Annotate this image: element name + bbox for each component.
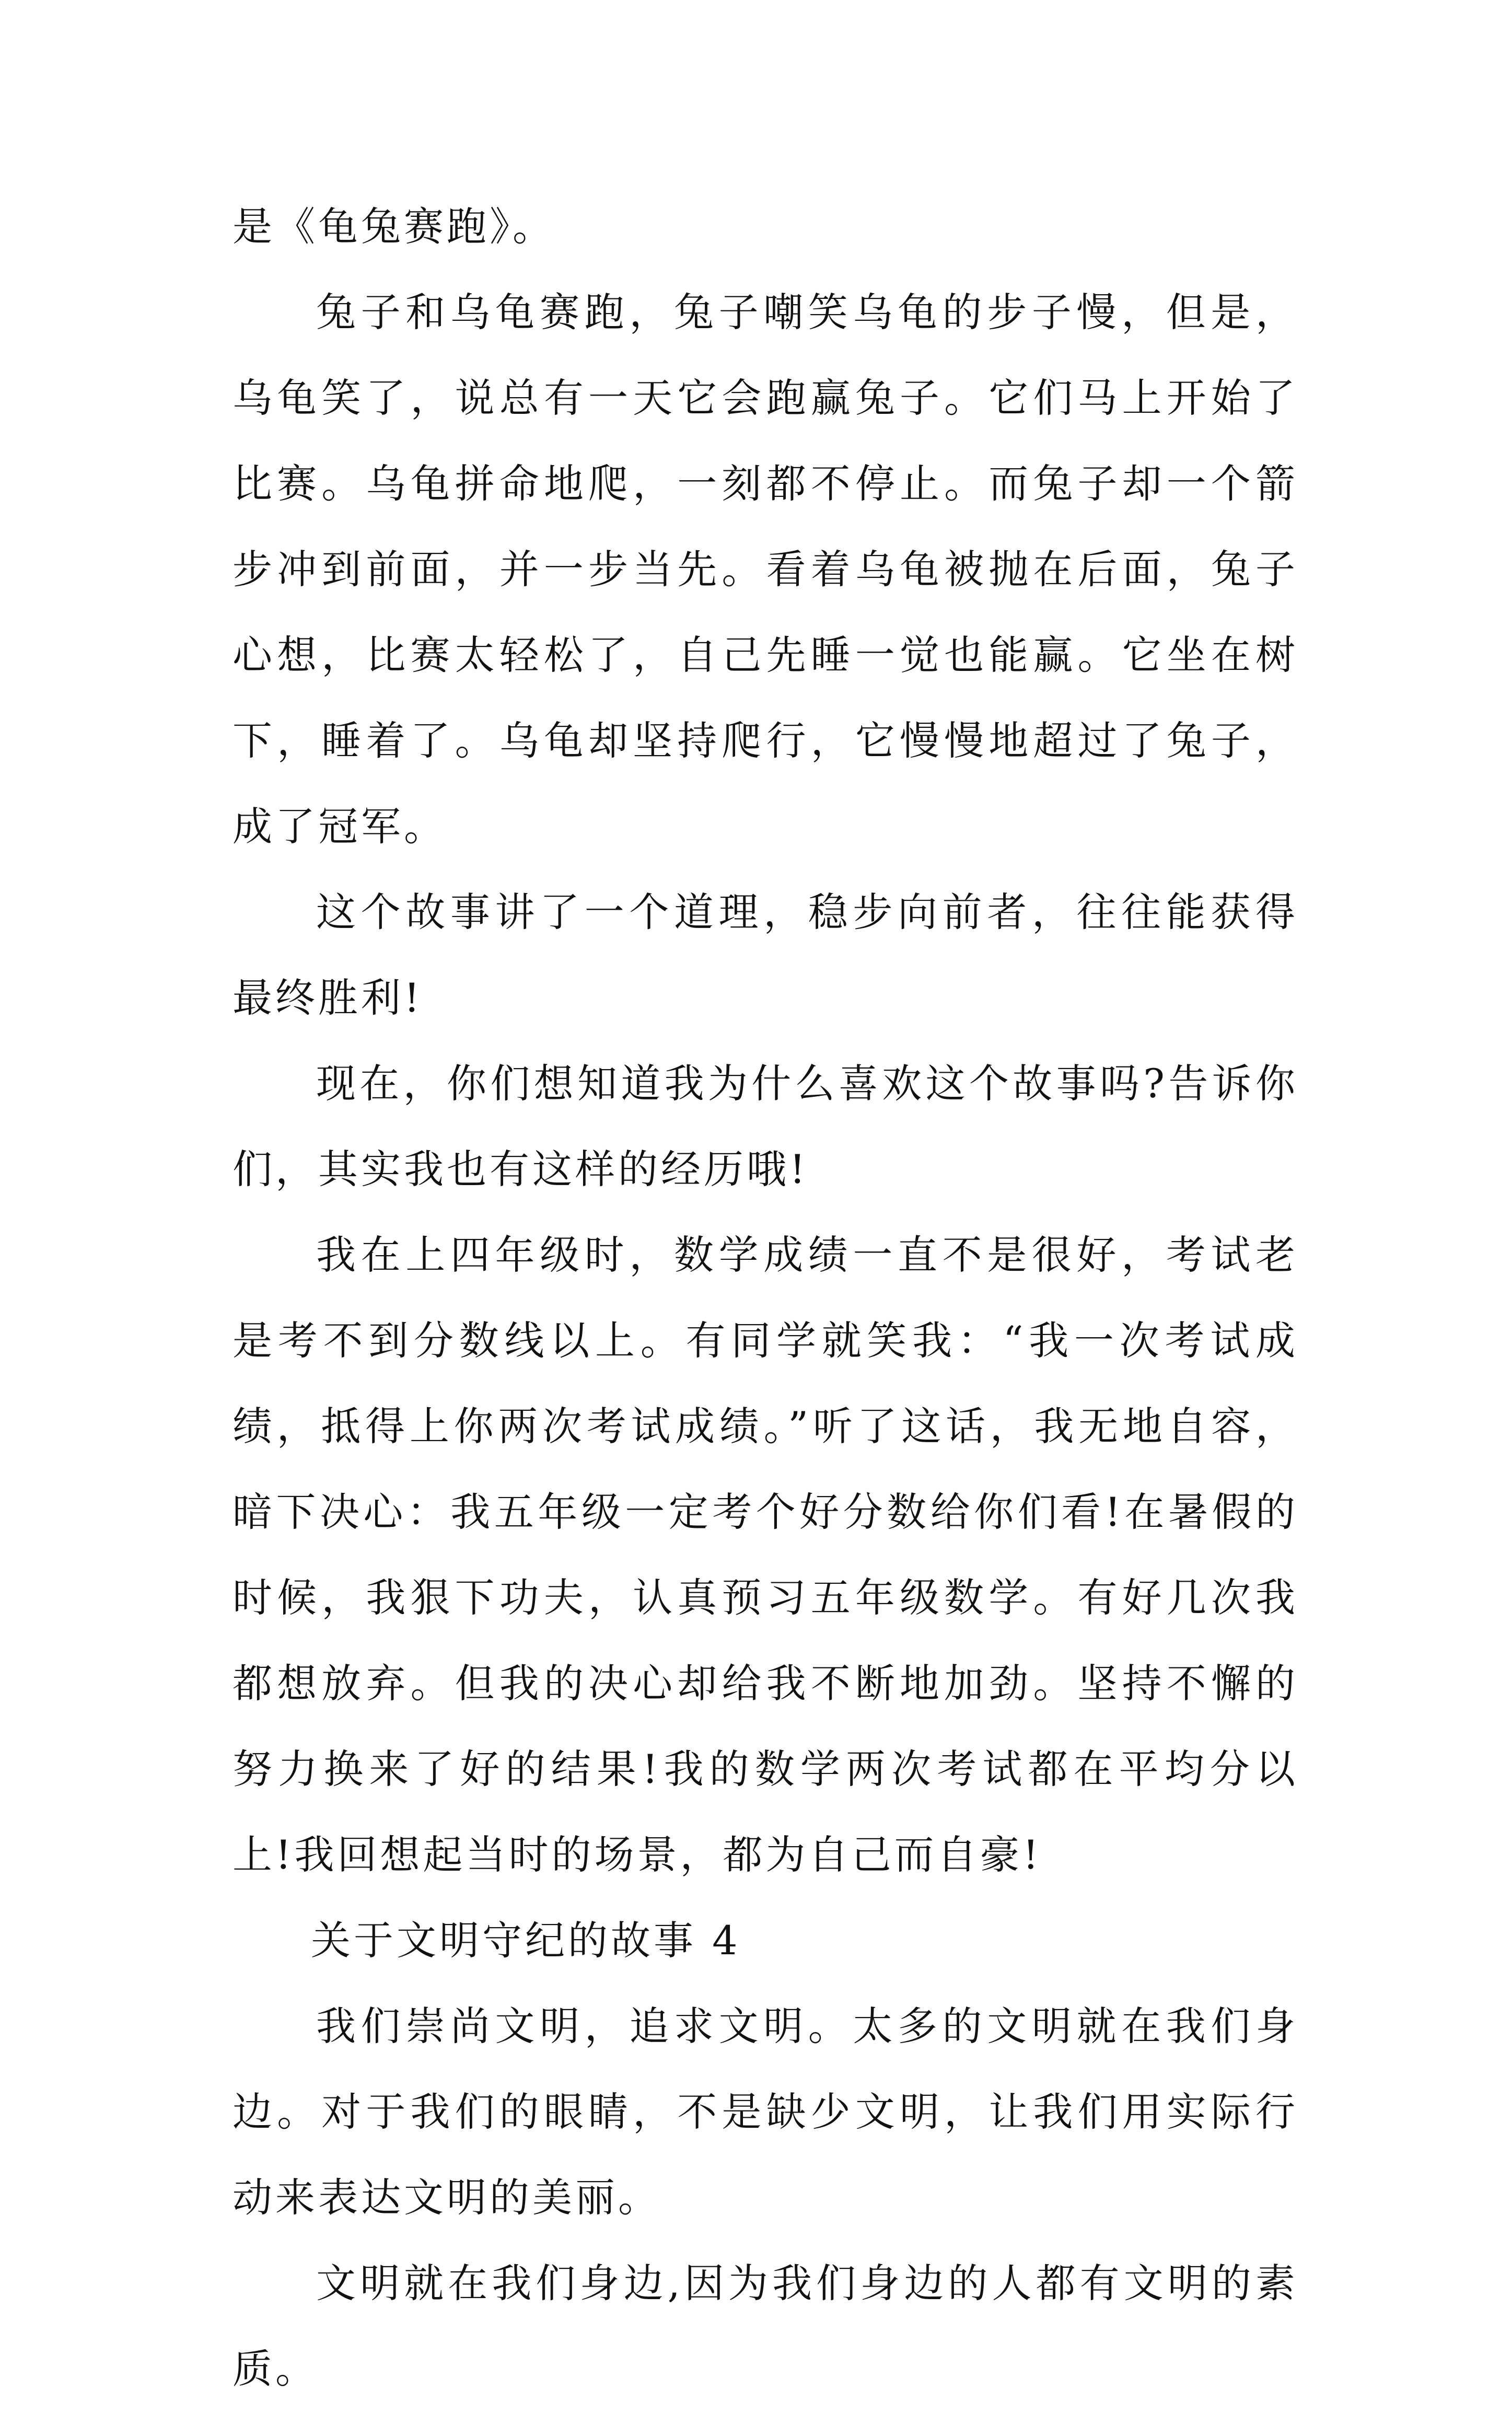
paragraph-civilization-intro: 我们崇尚文明，追求文明。太多的文明就在我们身边。对于我们的眼睛，不是缺少文明，让我们用实际行动来表达文明的美丽。	[232, 2003, 1298, 2221]
section-heading: 关于文明守纪的故事 4	[311, 1917, 741, 1964]
paragraph-personal-experience: 我在上四年级时，数学成绩一直不是很好，考试老是考不到分数线以上。有同学就笑我：“我一次考试成绩，抵得上你两次考试成绩。”听了这话，我无地自容，暗下决心：我五年级一定考个好分数给你们看!在暑假的时候，我狠下功夫，认真预习五年级数学。有好几次我都想放弃。但我的决心却给我不断地加劲。坚持不懈的努力换来了好的结果!我的数学两次考试都在平均分以上!我回想起当时的场景，都为自己而自豪!	[232, 1232, 1298, 1878]
paragraph-civilization-around-us: 文明就在我们身边,因为我们身边的人都有文明的素质。	[232, 2260, 1298, 2392]
document-body	[232, 184, 1298, 2412]
paragraph-tortoise-hare-story: 兔子和乌龟赛跑，兔子嘲笑乌龟的步子慢，但是，乌龟笑了，说总有一天它会跑赢兔子。它们马上开始了比赛。乌龟拼命地爬，一刻都不停止。而兔子却一个箭步冲到前面，并一步当先。看着乌龟被抛在后面，兔子心想，比赛太轻松了，自己先睡一觉也能赢。它坐在树下，睡着了。乌龟却坚持爬行，它慢慢地超过了兔子，成了冠军。	[232, 289, 1298, 850]
paragraph-question: 现在，你们想知道我为什么喜欢这个故事吗?告诉你们，其实我也有这样的经历哦!	[232, 1060, 1298, 1192]
paragraph-continuation: 是《龟兔赛跑》。	[232, 203, 555, 250]
paragraph-moral: 这个故事讲了一个道理，稳步向前者，往往能获得最终胜利!	[232, 889, 1298, 1021]
